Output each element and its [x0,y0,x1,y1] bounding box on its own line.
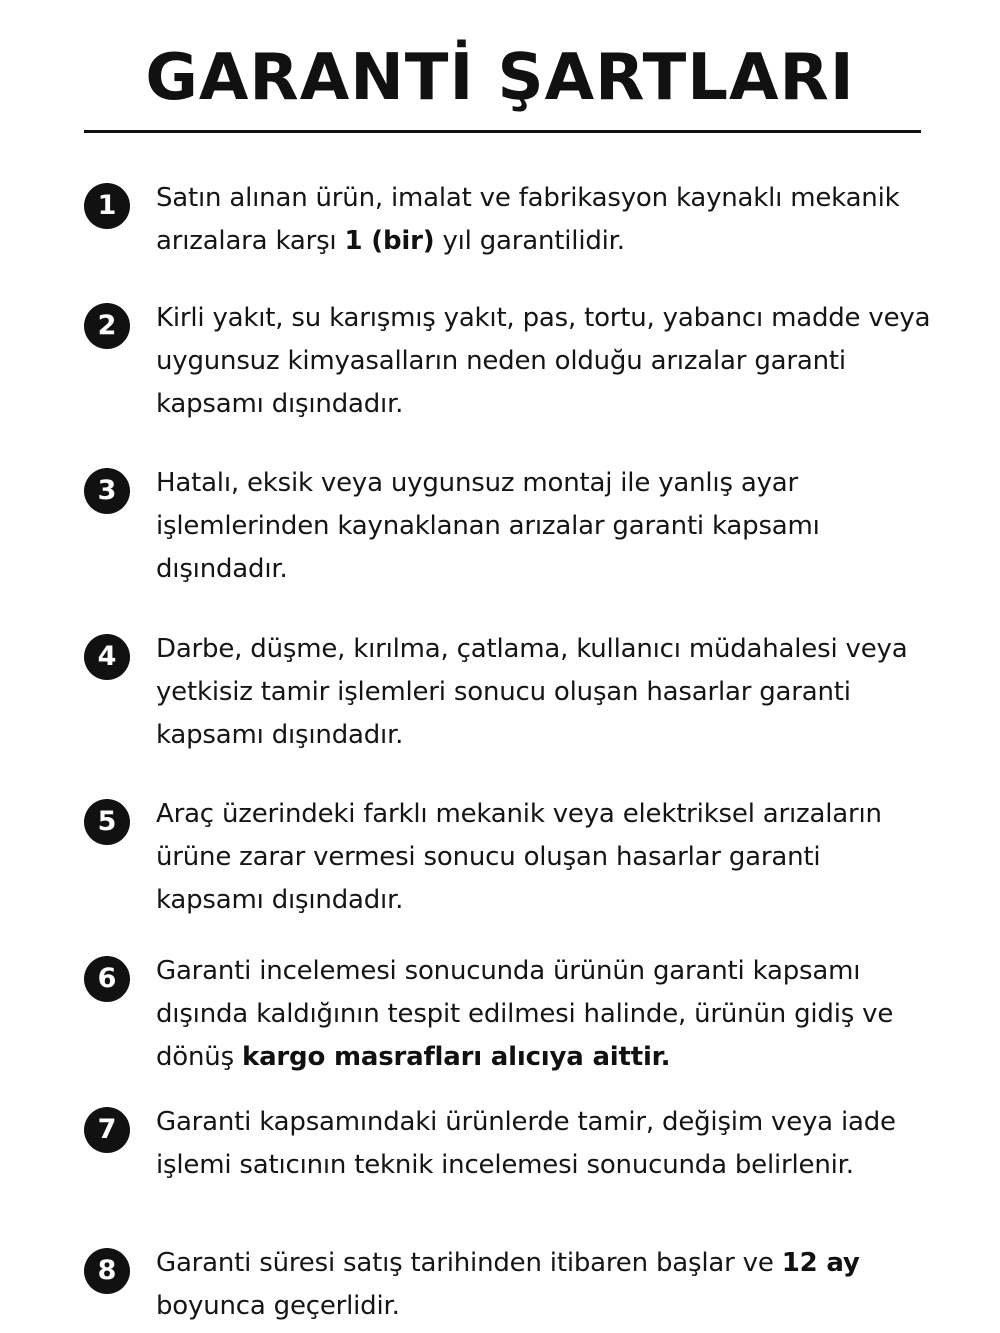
title-divider [84,130,921,133]
warranty-item-text: Garanti incelemesi sonucunda ürünün garanti kapsamı dışında kaldığının tespit edilmesi halinde, ürünün gidiş ve dönüş kargo masrafları alıcıya aittir. [156,956,894,1072]
number-badge: 2 [84,303,130,349]
emphasis: 12 ay [781,1248,860,1278]
warranty-item-text: Hatalı, eksik veya uygunsuz montaj ile yanlış ayar işlemlerinden kaynaklanan arızalar garanti kapsamı dışındadır. [156,468,820,584]
emphasis: kargo masrafları alıcıya aittir. [241,1042,671,1072]
number-badge: 6 [84,956,130,1002]
warranty-item-text: Garanti süresi satış tarihinden itibaren başlar ve 12 ay boyunca geçerlidir. [156,1248,860,1321]
warranty-item-text: Darbe, düşme, kırılma, çatlama, kullanıcı müdahalesi veya yetkisiz tamir işlemleri sonucu oluşan hasarlar garanti kapsamı dışındadır. [156,634,908,750]
warranty-item-text: Kirli yakıt, su karışmış yakıt, pas, tortu, yabancı madde veya uygunsuz kimyasalların neden olduğu arızalar garanti kapsamı dışındadır. [156,303,931,419]
number-badge: 8 [84,1248,130,1294]
warranty-item-text: Satın alınan ürün, imalat ve fabrikasyon kaynaklı mekanik arızalara karşı 1 (bir) yıl garantilidir. [156,183,900,256]
number-badge: 4 [84,634,130,680]
warranty-item-text: Garanti kapsamındaki ürünlerde tamir, değişim veya iade işlemi satıcının teknik incelemesi sonucunda belirlenir. [156,1107,896,1180]
page-title: GARANTİ ŞARTLARI [145,41,855,115]
warranty-item-text: Araç üzerindeki farklı mekanik veya elektriksel arızaların ürüne zarar vermesi sonucu oluşan hasarlar garanti kapsamı dışındadır. [156,799,882,915]
number-badge: 1 [84,183,130,229]
number-badge: 7 [84,1107,130,1153]
emphasis: 1 (bir) [344,226,435,256]
number-badge: 5 [84,799,130,845]
number-badge: 3 [84,468,130,514]
